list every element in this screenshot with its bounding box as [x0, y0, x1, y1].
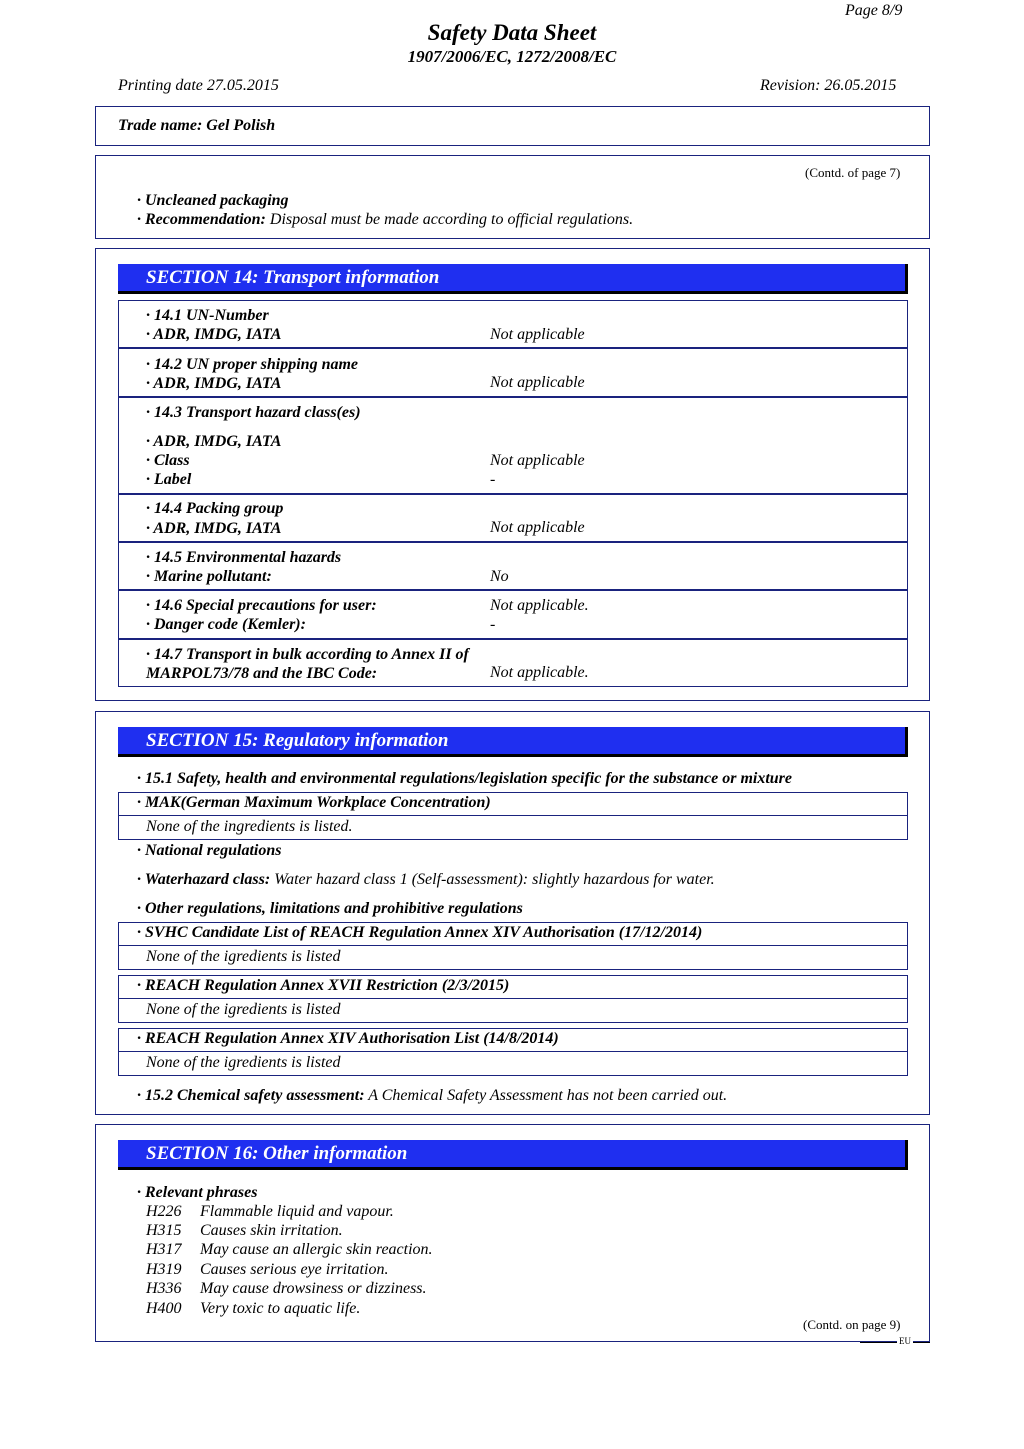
- phrase-text: Flammable liquid and vapour.: [200, 1203, 394, 1220]
- value-14-3-class: Not applicable: [490, 452, 585, 469]
- value-14-2: Not applicable: [490, 374, 585, 391]
- section-16-header: SECTION 16: Other information: [118, 1140, 908, 1170]
- annex-xvii-label: · REACH Regulation Annex XVII Restriction (2/3/2015): [137, 977, 510, 994]
- value-14-1: Not applicable: [490, 326, 585, 343]
- mak-value: None of the ingredients is listed.: [146, 818, 353, 835]
- printing-date: Printing date 27.05.2015: [118, 77, 279, 94]
- label-14-6: · 14.6 Special precautions for user:: [146, 597, 377, 614]
- national-regulations: · National regulations: [137, 842, 282, 859]
- value-14-7: Not applicable.: [490, 664, 589, 681]
- value-14-5: No: [490, 568, 509, 585]
- recommendation: · Recommendation: Disposal must be made according to official regulations.: [137, 211, 634, 228]
- chemical-safety-assessment: · 15.2 Chemical safety assessment: A Chemical Safety Assessment has not been carried out.: [137, 1087, 728, 1104]
- label-14-3-modes: · ADR, IMDG, IATA: [146, 433, 282, 450]
- svhc-label: · SVHC Candidate List of REACH Regulation Annex XIV Authorisation (17/12/2014): [137, 924, 703, 941]
- label-14-3: · 14.3 Transport hazard class(es): [146, 404, 361, 421]
- page-number: Page 8/9: [845, 2, 903, 19]
- value-14-6: Not applicable.: [490, 597, 589, 614]
- value-14-4: Not applicable: [490, 519, 585, 536]
- trade-name-box: [95, 106, 930, 146]
- relevant-phrases: · Relevant phrases: [137, 1184, 258, 1201]
- phrase-code: H319: [146, 1261, 182, 1278]
- annex-xiv-label: · REACH Regulation Annex XIV Authorisation List (14/8/2014): [137, 1030, 559, 1047]
- phrase-text: May cause an allergic skin reaction.: [200, 1241, 433, 1258]
- label-14-2: · 14.2 UN proper shipping name: [146, 356, 359, 373]
- document-subtitle: 1907/2006/EC, 1272/2008/EC: [407, 47, 617, 66]
- phrase-code: H315: [146, 1222, 182, 1239]
- label-14-6-kemler: · Danger code (Kemler):: [146, 616, 306, 633]
- phrase-code: H226: [146, 1203, 182, 1220]
- eu-mark: EU: [899, 1336, 911, 1346]
- contd-on: (Contd. on page 9): [803, 1317, 901, 1332]
- label-14-7-marpol: MARPOL73/78 and the IBC Code:: [146, 665, 378, 682]
- phrase-code: H400: [146, 1300, 182, 1317]
- label-14-3-label: · Label: [146, 471, 192, 488]
- label-14-3-class: · Class: [146, 452, 190, 469]
- annex-xiv-value: None of the igredients is listed: [146, 1054, 341, 1071]
- label-14-1-modes: · ADR, IMDG, IATA: [146, 326, 282, 343]
- waterhazard-class: · Waterhazard class: Water hazard class 1 (Self-assessment): slightly hazardous for water.: [137, 871, 715, 888]
- label-14-2-modes: · ADR, IMDG, IATA: [146, 375, 282, 392]
- value-14-3-label: -: [490, 471, 496, 488]
- uncleaned-packaging: · Uncleaned packaging: [137, 192, 289, 209]
- label-14-1: · 14.1 UN-Number: [146, 307, 269, 324]
- value-14-6-kemler: -: [490, 616, 496, 633]
- annex-xvii-value: None of the igredients is listed: [146, 1001, 341, 1018]
- label-14-5-marine: · Marine pollutant:: [146, 568, 272, 585]
- footer-rule: [860, 1342, 930, 1343]
- section-14-header: SECTION 14: Transport information: [118, 264, 908, 294]
- document-title: Safety Data Sheet: [427, 20, 597, 45]
- mak-label: · MAK(German Maximum Workplace Concentration): [137, 794, 491, 811]
- label-14-7: · 14.7 Transport in bulk according to Annex II of: [146, 646, 469, 663]
- contd-from: (Contd. of page 7): [805, 165, 901, 180]
- label-15-1: · 15.1 Safety, health and environmental regulations/legislation specific for the substance or mixture: [137, 770, 792, 787]
- label-14-4-modes: · ADR, IMDG, IATA: [146, 520, 282, 537]
- phrase-text: Very toxic to aquatic life.: [200, 1300, 361, 1317]
- trade-name: Trade name: Gel Polish: [118, 117, 276, 134]
- section-15-header: SECTION 15: Regulatory information: [118, 727, 908, 757]
- phrase-text: Causes serious eye irritation.: [200, 1261, 389, 1278]
- phrase-text: Causes skin irritation.: [200, 1222, 343, 1239]
- label-14-5: · 14.5 Environmental hazards: [146, 549, 342, 566]
- label-14-4: · 14.4 Packing group: [146, 500, 284, 517]
- phrase-text: May cause drowsiness or dizziness.: [200, 1280, 427, 1297]
- phrase-code: H317: [146, 1241, 182, 1258]
- other-regulations: · Other regulations, limitations and prohibitive regulations: [137, 900, 523, 917]
- phrase-code: H336: [146, 1280, 182, 1297]
- revision-date: Revision: 26.05.2015: [760, 77, 897, 94]
- svhc-value: None of the igredients is listed: [146, 948, 341, 965]
